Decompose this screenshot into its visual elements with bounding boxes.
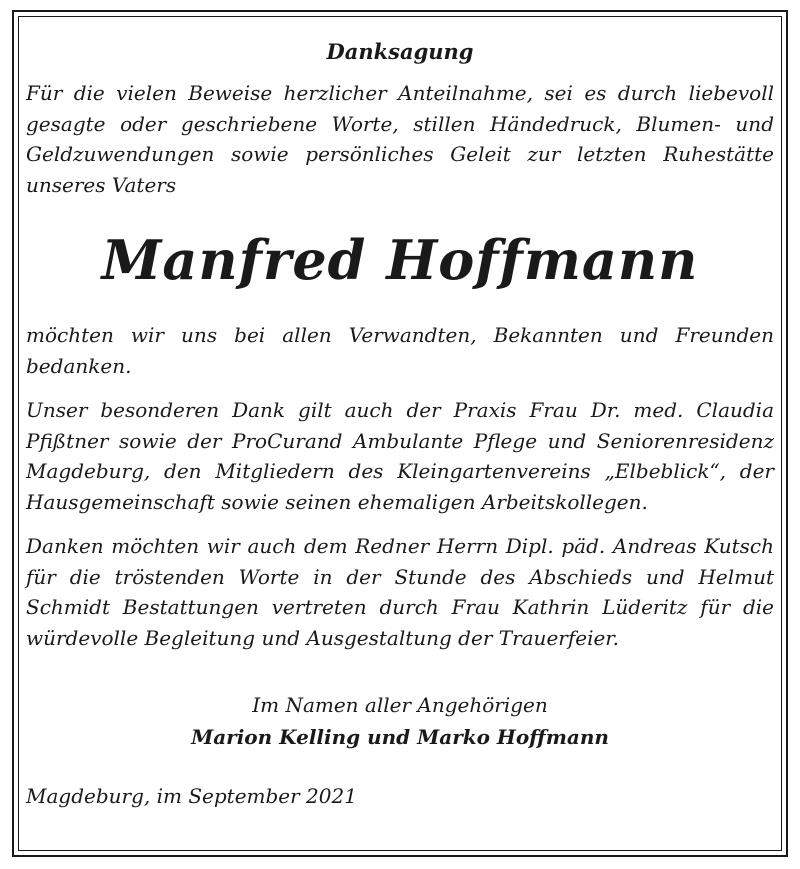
deceased-name: Manfred Hoffmann	[101, 228, 699, 292]
speaker-thanks-paragraph: Danken möchten wir auch dem Redner Herrn Dipl. päd. Andreas Kutsch für die tröstenden Worte in der Stunde des Abschieds und Helmut Schmidt Bestattungen vertreten durch Frau Kathrin Lüderitz für die würdevolle Begleitung und Ausgestaltung der Trauerfeier.	[26, 534, 774, 650]
signature-names: Marion Kelling und Marko Hoffmann	[191, 725, 609, 749]
intro-paragraph: Für die vielen Beweise herzlicher Anteilnahme, sei es durch liebevoll gesagte oder geschriebene Worte, stillen Händedruck, Blumen- und Geldzuwendungen sowie persönliches Geleit zur letzten Ruhestätte unseres Vaters	[26, 81, 774, 197]
signature-block	[26, 689, 774, 753]
special-thanks-paragraph: Unser besonderen Dank gilt auch der Praxis Frau Dr. med. Claudia Pfißtner sowie der ProCurand Ambulante Pflege und Seniorenresidenz Magdeburg, den Mitgliedern des Kleingartenvereins „Elbeblick“, der Hausgemeinschaft sowie seinen ehemaligen Arbeitskollegen.	[26, 398, 774, 514]
place-date: Magdeburg, im September 2021	[26, 784, 357, 808]
thanks-paragraph: möchten wir uns bei allen Verwandten, Bekannten und Freunden bedanken.	[26, 323, 774, 378]
signature-line: Im Namen aller Angehörigen	[252, 693, 548, 717]
notice-title: Danksagung	[326, 39, 474, 64]
notice-content	[26, 38, 774, 811]
